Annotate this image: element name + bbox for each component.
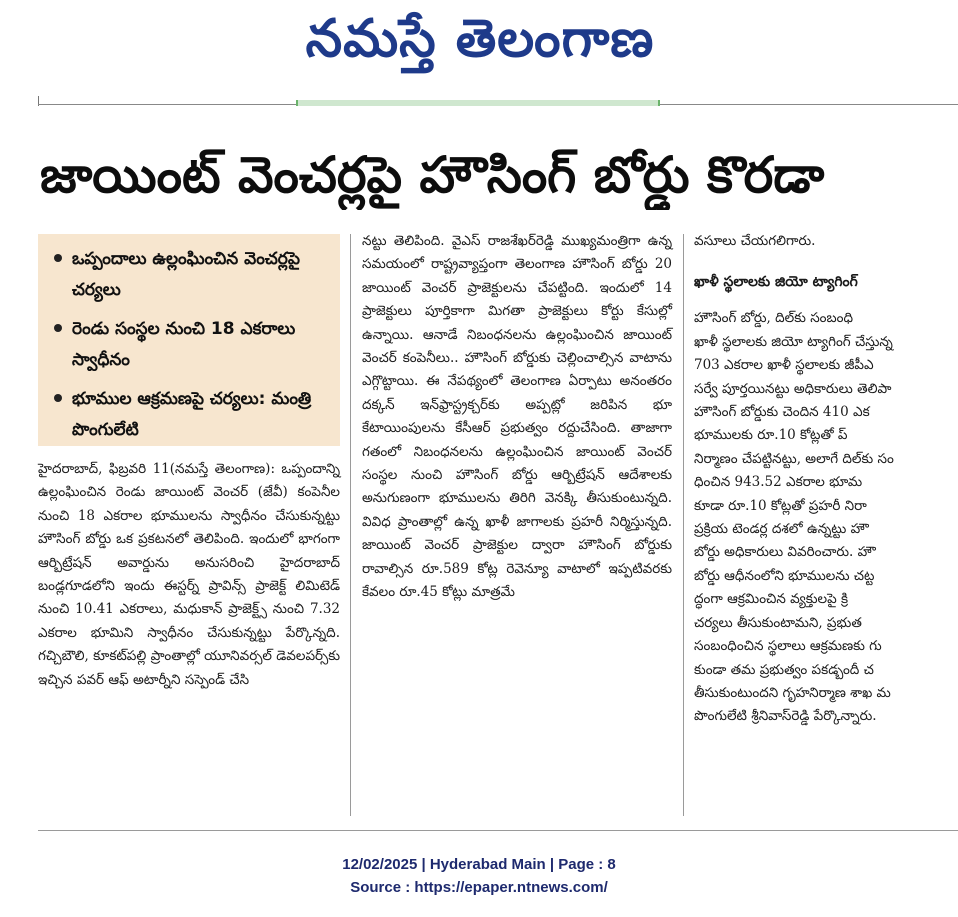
text-line: చర్యలు తీసుకుంటామని, ప్రభుత [694, 614, 862, 631]
paragraph: నట్టు తెలిపింది. వైఎస్ రాజశేఖర్‌రెడ్డి ముఖ్యమంత్రిగా ఉన్న సమయంలో రాష్ట్రవ్యాప్తంగా తెలంగాణ హౌసింగ్ బోర్డు 20 జాయింట్ వెంచర్ ప్రాజెక్టులను చేపట్టింది. ఇందులో 14 ప్రాజెక్టులు పూర్తికాగా మిగతా ప్రాజెక్టులు కోర్టు కేసుల్లో ఉన్నాయి. ఆనాడే నిబంధనలను ఉల్లంఘించిన జాయింట్ వెంచర్ కంపెనీలు.. హౌసింగ్ బోర్డుకు చెల్లించాల్సిన వాటాను ఎగ్గొట్టాయి. ఈ నేపథ్యంలో తెలంగాణ ఏర్పాటు అనంతరం దక్కన్ ఇన్‌ఫ్రాస్ట్రక్చర్‌కు అప్పట్లో జరిపిన భూ కేటాయింపులను కేసీఆర్ ప్రభుత్వం రద్దుచేసింది. తాజాగా గతంలో నిబంధనలను ఉల్లంఘించిన జాయింట్ వెంచర్ సంస్థల నుంచి హౌసింగ్ బోర్డు ఆర్బిట్రేషన్ ఆదేశాలకు అనుగుణంగా భూములను తిరిగి వెనక్కి తీసుకుంటున్నది. వివిధ ప్రాంతాల్లో ఉన్న ఖాళీ జాగాలకు ప్రహరీ నిర్మిస్తున్నది. జాయింట్ వెంచర్ ప్రాజెక్టుల ద్వారా హౌసింగ్ బోర్డుకు రావాల్సిన రూ.589 కోట్ల రెవెన్యూ వాటాలో ఇప్పటివరకు కేవలం రూ.45 కోట్లు మాత్రమే [362, 233, 672, 601]
highlight-text: భూముల ఆక్రమణపై చర్యలు: మంత్రి పొంగులేటి [72, 389, 312, 440]
section-subheading: ఖాళీ స్థలాలకు జియో ట్యాగింగ్ [694, 274, 858, 291]
highlight-text: ఒప్పందాలు ఉల్లంఘించిన వెంచర్లపై చర్యలు [72, 249, 300, 300]
bullet-icon [54, 394, 62, 402]
paragraph: హైదరాబాద్, ఫిబ్రవరి 11(నమస్తే తెలంగాణ): ఒప్పందాన్ని ఉల్లంఘించిన రెండు జాయింట్ వెంచర్ (జేవీ) కంపెనీల నుంచి 18 ఎకరాల భూములను స్వాధీనం చేసుకున్నట్టు హౌసింగ్ బోర్డు ఒక ప్రకటనలో తెలిపింది. ఇందులో భాగంగా ఆర్బిట్రేషన్ అవార్డును అనుసరించి హైదరాబాద్ బండ్లగూడలోని ఇందు ఈస్టర్న్ ప్రావిన్స్ ప్రాజెక్ట్ లిమిటెడ్ నుంచి 10.41 ఎకరాలు, మధుకాన్ ప్రాజెక్ట్స్ నుంచి 7.32 ఎకరాల భూమిని స్వాధీనం చేసుకున్నట్టు పేర్కొన్నది. గచ్చిబౌలి, కూకట్‌పల్లి ప్రాంతాల్లో యూనివర్సల్ డెవలపర్స్‌కు ఇచ్చిన పవర్ ఆఫ్ అటార్నీని సస్పెండ్ చేసి [38, 461, 340, 688]
bullet-icon [54, 254, 62, 262]
text-line: భూములకు రూ.10 కోట్లతో ప్ [694, 427, 848, 444]
highlights-box [38, 234, 340, 446]
text-line: తీసుకుంటుందని గృహనిర్మాణ శాఖ మ [694, 684, 891, 701]
text-line: నిర్మాణం చేపట్టినట్టు, అలాగే దిల్‌కు సం [694, 450, 894, 467]
newspaper-masthead: నమస్తే తెలంగాణ [305, 9, 655, 69]
text-line: పొంగులేటి శ్రీనివాస్‌రెడ్డి పేర్కొన్నారు. [694, 708, 877, 725]
paragraph: వసూలు చేయగలిగారు. [694, 233, 816, 249]
masthead-band [296, 100, 660, 106]
text-line: ప్రక్రియ టెండర్ల దశలో ఉన్నట్టు హౌ [694, 521, 869, 538]
text-line: ధించిన 943.52 ఎకరాల భూమ [694, 474, 863, 491]
edition-info: 12/02/2025 | Hyderabad Main | Page : 8 [342, 856, 616, 873]
text-line: బోర్డు ఆధీనంలోని భూములను చట్ట [694, 567, 875, 584]
text-line: కూడా రూ.10 కోట్లతో ప్రహరీ నిరా [694, 497, 867, 514]
column-divider [350, 234, 351, 816]
article-column-1 [38, 458, 340, 692]
text-line: సంబంధించిన స్థలాలు ఆక్రమణకు గు [694, 638, 882, 655]
text-line: ఖాళీ స్థలాలకు జియో ట్యాగింగ్ చేస్తున్న [694, 333, 893, 350]
text-line: హౌసింగ్ బోర్డు, దిల్‌కు సంబంధి [694, 310, 854, 327]
article-headline: జాయింట్ వెంచర్లపై హౌసింగ్ బోర్డు కొరడా [40, 146, 825, 204]
column-divider [683, 234, 684, 816]
article-column-3 [694, 230, 958, 729]
highlight-item [52, 384, 332, 446]
text-line: బోర్డు అధికారులు వివరించారు. హౌ [694, 544, 876, 561]
text-line: హౌసింగ్ బోర్డుకు చెందిన 410 ఎక [694, 404, 870, 421]
text-line: ద్ధంగా ఆక్రమించిన వ్యక్తులపై క్రి [694, 591, 849, 608]
highlight-text: రెండు సంస్థల నుంచి 18 ఎకరాలు స్వాధీనం [72, 319, 296, 370]
highlight-item [52, 314, 332, 376]
text-line: కుండా తమ ప్రభుత్వం పకడ్బందీ చ [694, 661, 874, 678]
highlight-item [52, 244, 332, 306]
page-bottom-rule [38, 830, 958, 831]
source-link[interactable]: Source : https://epaper.ntnews.com/ [350, 879, 608, 896]
text-line: సర్వే పూర్తయినట్టు అధికారులు తెలిపా [694, 380, 892, 397]
text-line: 703 ఎకరాల ఖాళీ స్థలాలకు జీపీఎ [694, 357, 874, 374]
article-column-2 [362, 230, 672, 605]
bullet-icon [54, 324, 62, 332]
column-3-lines [694, 307, 958, 728]
